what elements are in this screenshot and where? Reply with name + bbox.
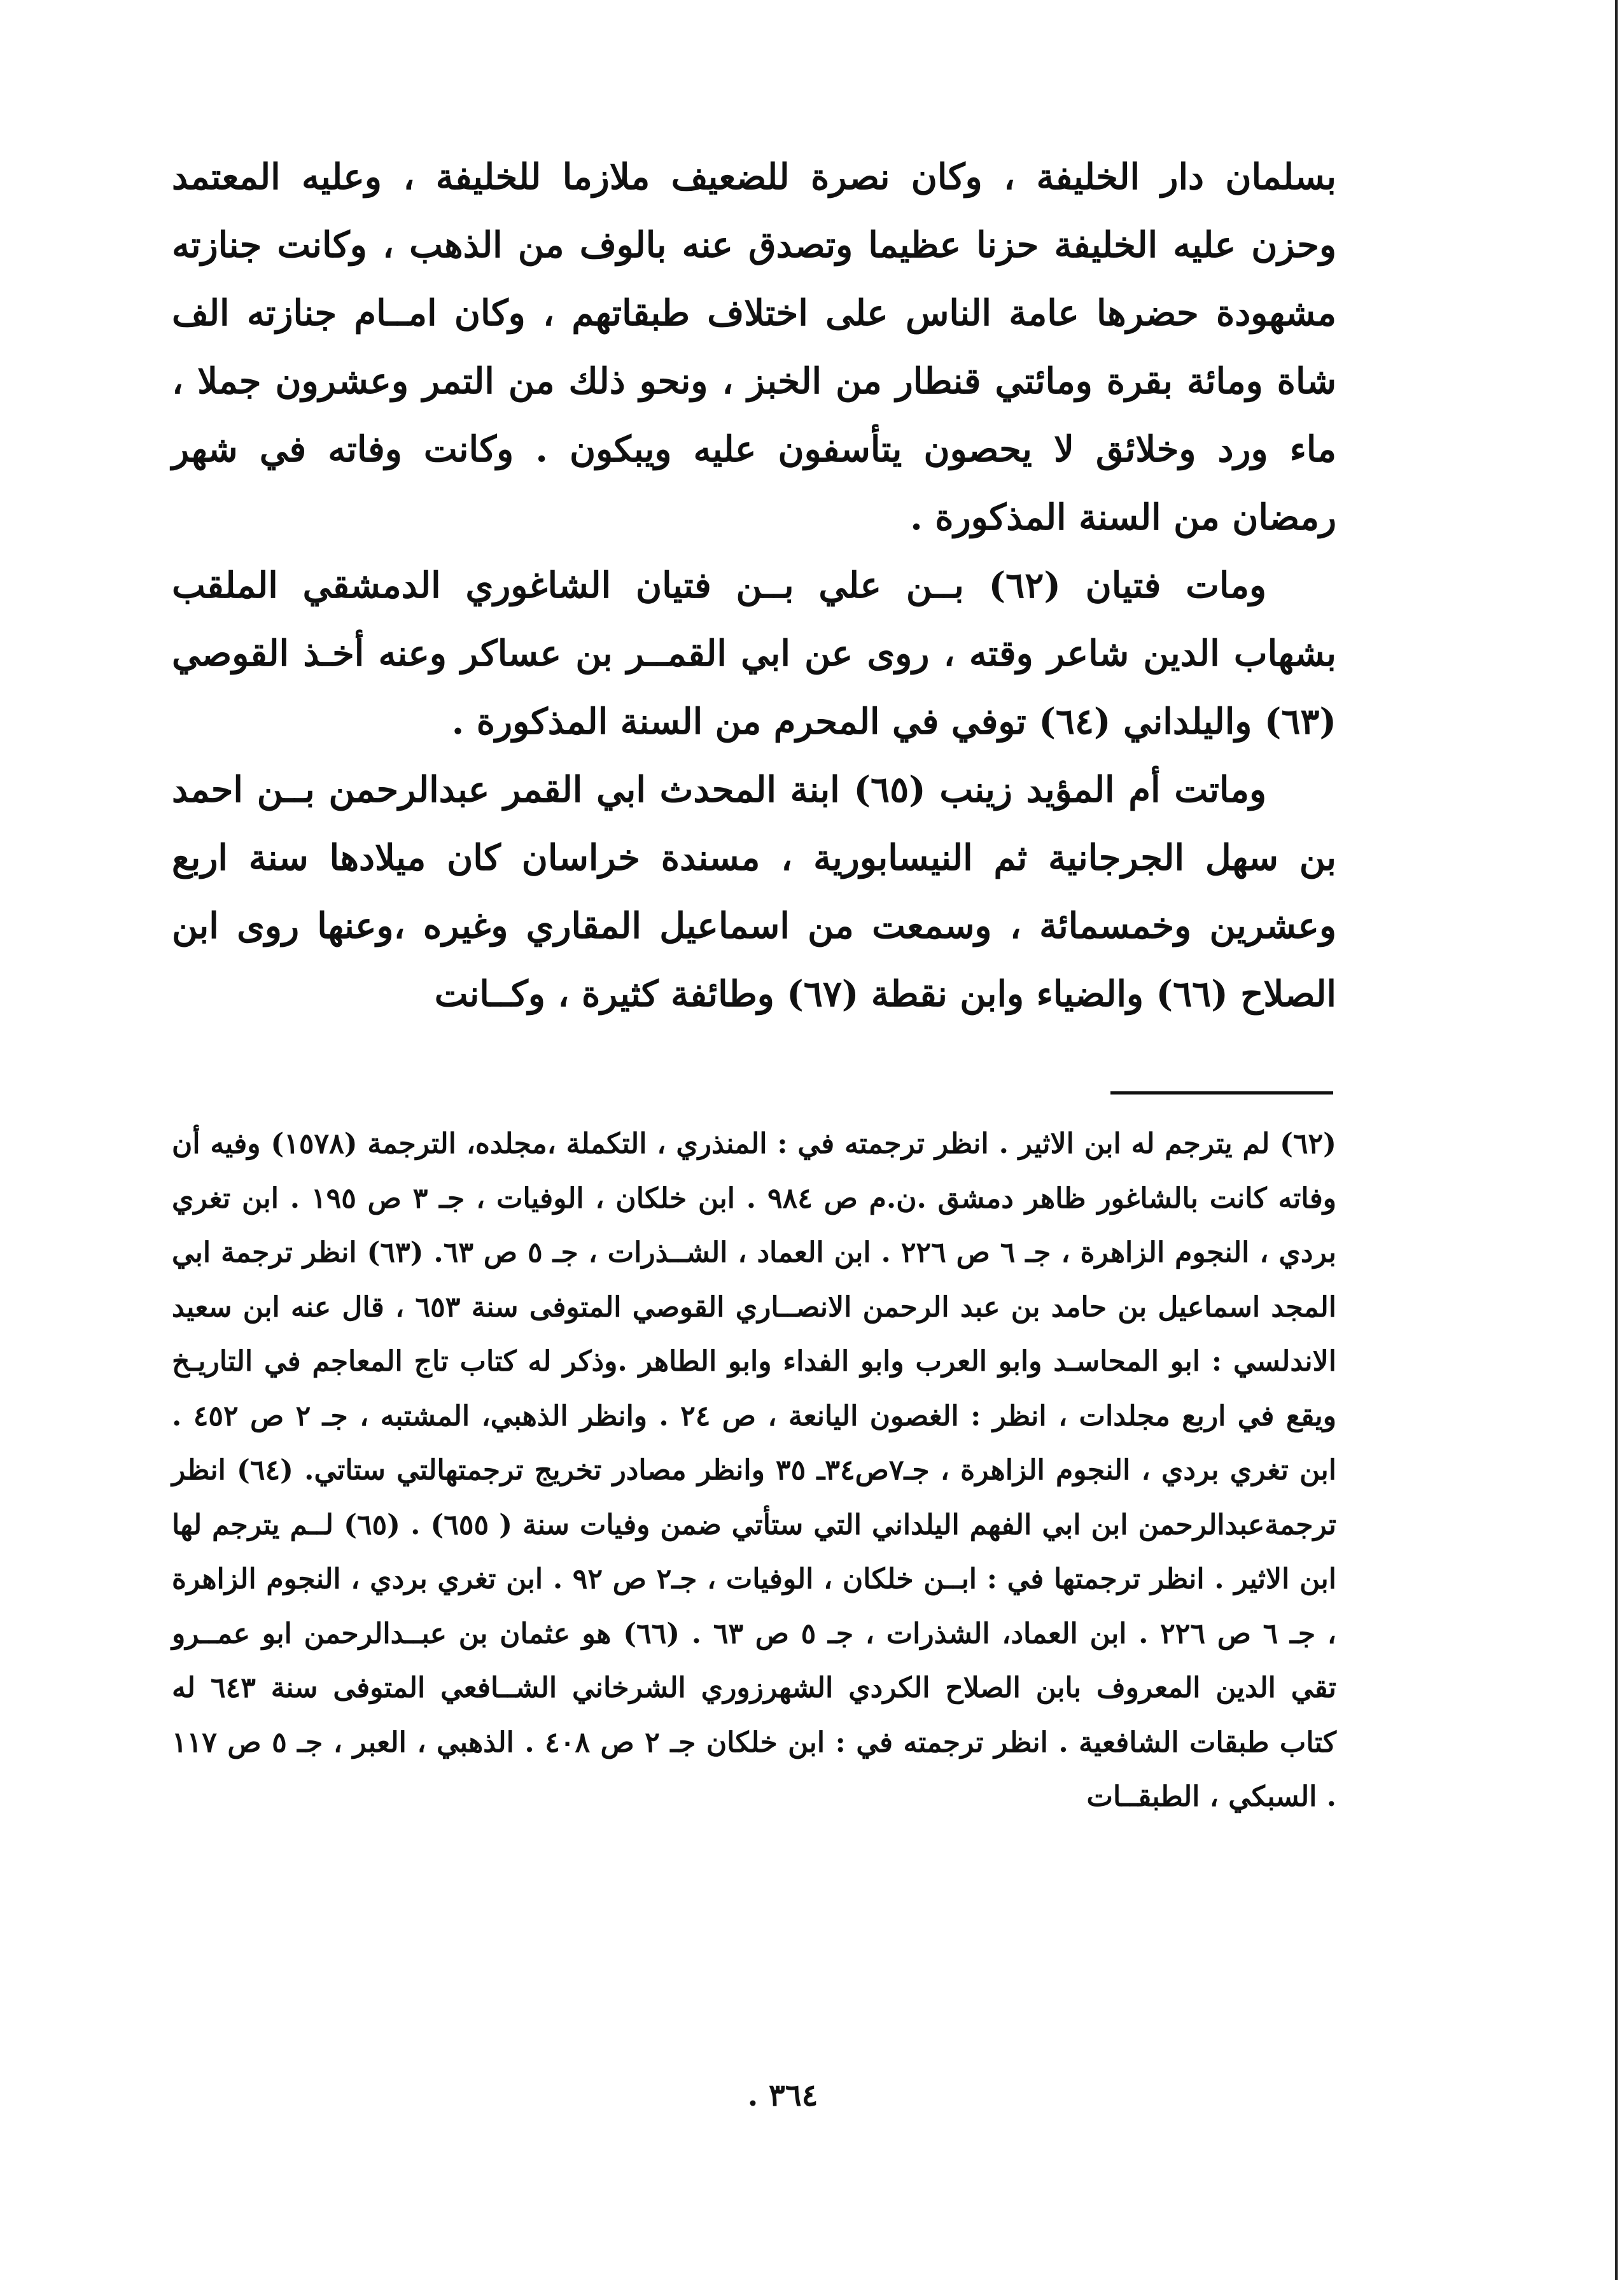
footnotes-text: (٦٢) لم يترجم له ابن الاثير . انظر ترجمته في : المنذري ، التكملة ،مجلده، الترجمة (١٥٧٨) وفيه أن وفاته كانت بالشاغور ظاهر دمشق .ن.م ص ٩٨٤ . ابن خلكان ، الوفيات ، جـ ٣ ص ١٩٥ . ابن تغري بردي ، النجوم الزاهرة ، جـ ٦ ص ٢٢٦ . ابن العماد ، الشــذرات ، جـ ٥ ص ٦٣. (٦٣) انظر ترجمة ابي المجد اسماعيل بن حامد بن عبد الرحمن الانصــاري القوصي المتوفى سنة ٦٥٣ ، قال عنه ابن سعيد الاندلسي : ابو المحاسـد وابو العرب وابو الفداء وابو الطاهر .وذكر له كتاب تاج المعاجم في التاريـخ ويقع في اربع مجلدات ، انظر : الغصون اليانعة ، ص ٢٤ . وانظر الذهبي، المشتبه ، جـ ٢ ص ٤٥٢ . ابن تغري بردي ، النجوم الزاهرة ، جـ٧ص٣٤ـ ٣٥ وانظر مصادر تخريج ترجمتهالتي ستاتي. (٦٤) انظر ترجمةعبدالرحمن ابن ابي الفهم اليلداني التي ستأتي ضمن وفيات سنة ( ٦٥٥) . (٦٥) لــم يترجم لها ابن الاثير . انظر ترجمتها في : ابــن خلكان ، الوفيات ، جـ٢ ص ٩٢ . ابن تغري بردي ، النجوم الزاهرة ، جـ ٦ ص ٢٢٦ . ابن العماد، الشذرات ، جـ ٥ ص ٦٣ . (٦٦) هو عثمان بن عبــدالرحمن ابو عمــرو تقي الدين المعروف بابن الصلاح الكردي الشهرزوري الشرخاني الشــافعي المتوفى سنة ٦٤٣ له كتاب طبقات الشافعية . انظر ترجمته في : ابن خلكان جـ ٢ ص ٤٠٨ . الذهبي ، العبر ، جـ ٥ ص ١١٧ . السبكي ، الطبقــات bbox=[172, 1128, 1337, 1813]
paragraph-1: بسلمان دار الخليفة ، وكان نصرة للضعيف ملازما للخليفة ، وعليه المعتمد وحزن عليه الخليفة حزنا عظيما وتصدق عنه بالوف من الذهب ، وكانت جنازته مشهودة حضرها عامة الناس على اختلاف طبقاتهم ، وكان امــام جنازته الف شاة ومائة بقرة ومائتي قنطار من الخبز ، ونحو ذلك من التمر وعشرون جملا ، ماء ورد وخلائق لا يحصون يتأسفون عليه ويبكون . وكانت وفاته في شهر رمضان من السنة المذكورة . bbox=[172, 156, 1336, 538]
page-edge bbox=[1615, 0, 1618, 2280]
main-text bbox=[172, 143, 1336, 1028]
footnote-separator bbox=[1110, 1091, 1333, 1095]
paragraph-3: وماتت أم المؤيد زينب (٦٥) ابنة المحدث ابي القمر عبدالرحمن بــن احمد بن سهل الجرجانية ثم النيسابورية ، مسندة خراسان كان ميلادها سنة اربع وعشرين وخمسمائة ، وسمعت من اسماعيل المقاري وغيره ،وعنها روى ابن الصلاح (٦٦) والضياء وابن نقطة (٦٧) وطائفة كثيرة ، وكــانت bbox=[172, 769, 1336, 1015]
page-number: ٣٦٤ . bbox=[747, 2078, 818, 2113]
footnotes bbox=[172, 1117, 1336, 1824]
paragraph-2: ومات فتيان (٦٢) بــن علي بــن فتيان الشاغوري الدمشقي الملقب بشهاب الدين شاعر وقته ، روى عن ابي القمــر بن عساكر وعنه أخـذ القوصي (٦٣) واليلداني (٦٤) توفي في المحرم من السنة المذكورة . bbox=[172, 564, 1337, 743]
